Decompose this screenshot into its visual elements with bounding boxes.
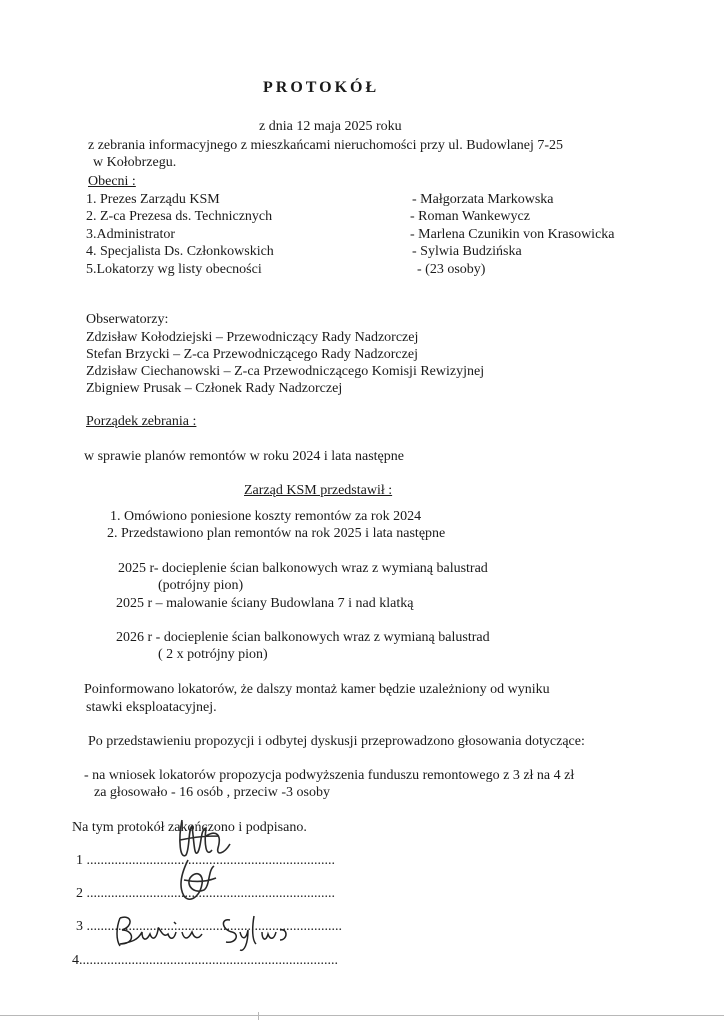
signature-line: 4.......................................................................... bbox=[72, 953, 338, 968]
present-role: 5.Lokatorzy wg listy obecności bbox=[86, 262, 262, 277]
signature-line: 2 ....................................................................... bbox=[76, 886, 335, 901]
present-role: 1. Prezes Zarządu KSM bbox=[86, 192, 220, 207]
present-heading: Obecni : bbox=[88, 174, 136, 189]
subject-line-2: w Kołobrzegu. bbox=[93, 155, 177, 170]
observers-heading: Obserwatorzy: bbox=[86, 312, 169, 327]
present-name: - Małgorzata Markowska bbox=[412, 192, 554, 207]
handwritten-signature-4 bbox=[112, 910, 292, 954]
observer-item: Zdzisław Ciechanowski – Z-ca Przewodniczącego Komisji Rewizyjnej bbox=[86, 364, 485, 379]
date-line: z dnia 12 maja 2025 roku bbox=[259, 119, 402, 134]
signature-line: 3 ......................................................................... bbox=[76, 919, 342, 934]
present-role: 2. Z-ca Prezesa ds. Technicznych bbox=[86, 209, 273, 224]
closing-line: Na tym protokół zakończono i podpisano. bbox=[72, 820, 307, 835]
handwritten-signature-1 bbox=[160, 800, 240, 910]
present-name: - (23 osoby) bbox=[417, 262, 486, 277]
observer-item: Zbigniew Prusak – Członek Rady Nadzorczej bbox=[86, 381, 343, 396]
present-name: - Marlena Czunikin von Krasowicka bbox=[410, 227, 615, 242]
agenda-heading: Porządek zebrania : bbox=[86, 414, 197, 429]
motion-line-1: - na wniosek lokatorów propozycja podwyższenia funduszu remontowego z 3 zł na 4 zł bbox=[84, 768, 575, 783]
present-role: 3.Administrator bbox=[86, 227, 176, 242]
document-title: PROTOKÓŁ bbox=[263, 79, 380, 96]
plan-line: 2025 r – malowanie ściany Budowlana 7 i nad klatką bbox=[116, 596, 414, 611]
agenda-item: w sprawie planów remontów w roku 2024 i lata następne bbox=[84, 449, 404, 464]
voting-intro: Po przedstawieniu propozycji i odbytej dyskusji przeprowadzono głosowania dotyczące: bbox=[88, 734, 585, 749]
board-item: 2. Przedstawiono plan remontów na rok 2025 i lata następne bbox=[107, 526, 446, 541]
plan-line: ( 2 x potrójny pion) bbox=[158, 647, 268, 662]
present-name: - Sylwia Budzińska bbox=[412, 244, 522, 259]
board-item: 1. Omówiono poniesione koszty remontów za rok 2024 bbox=[110, 509, 422, 524]
observer-item: Zdzisław Kołodziejski – Przewodniczący Rady Nadzorczej bbox=[86, 330, 419, 345]
plan-line: (potrójny pion) bbox=[158, 578, 244, 593]
signature-line: 1 ....................................................................... bbox=[76, 853, 335, 868]
page-bottom-tick bbox=[258, 1012, 259, 1020]
motion-line-2: za głosowało - 16 osób , przeciw -3 osoby bbox=[94, 785, 331, 800]
subject-line-1: z zebrania informacyjnego z mieszkańcami nieruchomości przy ul. Budowlanej 7-25 bbox=[88, 138, 564, 153]
observer-item: Stefan Brzycki – Z-ca Przewodniczącego Rady Nadzorczej bbox=[86, 347, 418, 362]
board-heading: Zarząd KSM przedstawił : bbox=[244, 483, 393, 498]
info-line-2: stawki eksploatacyjnej. bbox=[86, 700, 217, 715]
present-name: - Roman Wankewycz bbox=[410, 209, 530, 224]
present-role: 4. Specjalista Ds. Członkowskich bbox=[86, 244, 274, 259]
info-line-1: Poinformowano lokatorów, że dalszy montaż kamer będzie uzależniony od wyniku bbox=[84, 682, 550, 697]
plan-line: 2026 r - docieplenie ścian balkonowych wraz z wymianą balustrad bbox=[116, 630, 490, 645]
page-bottom-edge bbox=[0, 1015, 724, 1016]
plan-line: 2025 r- docieplenie ścian balkonowych wraz z wymianą balustrad bbox=[118, 561, 488, 576]
